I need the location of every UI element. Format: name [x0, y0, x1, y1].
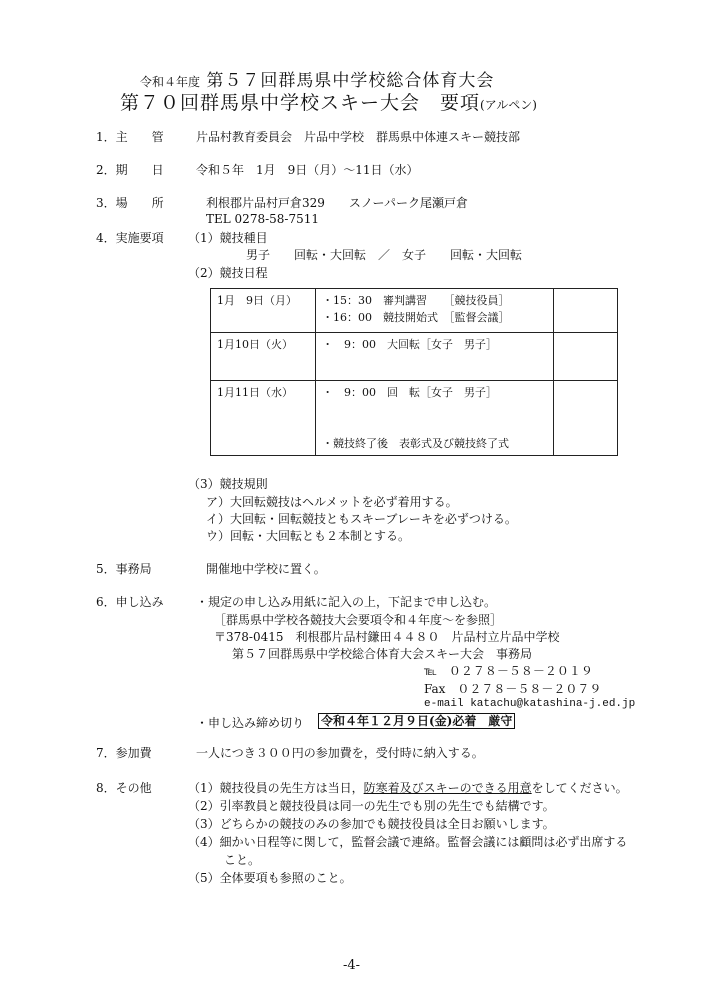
deadline-box: 令和４年１２月９日(金)必着 厳守: [318, 713, 515, 729]
contact-tel: ℡ ０２７８－５８－２０１９: [424, 664, 593, 678]
schedule-event: [322, 401, 547, 418]
other-item-2: （2）引率教員と競技役員は同一の先生でも別の先生でも結構です。: [188, 799, 555, 813]
other-item-1: [188, 779, 628, 796]
section-6-line3: 〒378-0415 利根郡片品村鎌田４４８０ 片品村立片品中学校: [214, 630, 560, 644]
schedule-events: [316, 333, 554, 381]
section-4-sub1: （1）競技種目: [188, 231, 268, 245]
title-main-1: 第５７回群馬県中学校総合体育大会: [206, 71, 495, 91]
section-3-line1: 利根郡片品村戸倉329 スノーパーク尾瀬戸倉: [206, 196, 468, 210]
section-6-line4: 第５７回群馬県中学校総合体育大会スキー大会 事務局: [232, 647, 533, 661]
section-2-label: 2．期 日: [96, 163, 164, 177]
section-6-label: 6．申し込み: [96, 595, 164, 609]
schedule-event: [322, 418, 547, 435]
schedule-blank-cell: [553, 333, 617, 381]
rule-item: ウ）回転・大回転とも２本制とする。: [206, 529, 411, 543]
section-3-label: 3．場 所: [96, 196, 164, 210]
contact-email: e-mail katachu@katashina-j.ed.jp: [424, 698, 636, 710]
schedule-events: [316, 289, 554, 333]
title-suffix: (アルペン): [480, 98, 537, 112]
section-3-line2: TEL 0278-58-7511: [206, 212, 320, 226]
section-4-label: 4．実施要項: [96, 231, 164, 245]
other-item-1-c: をしてください。: [531, 781, 628, 795]
other-item-4: （4）細かい日程等に関して，監督会議で連絡。監督会議には顧問は必ず出席する: [188, 835, 628, 849]
other-item-1-underlined: 防寒着及びスキーのできる用意: [363, 781, 532, 795]
schedule-date: 1月11日（水）: [211, 381, 316, 456]
section-6-line1: ・規定の申し込み用紙に記入の上，下記まで申し込む。: [196, 595, 497, 609]
schedule-blank-cell: [553, 381, 617, 456]
rule-item: イ）大回転・回転競技ともスキーブレーキを必ずつける。: [206, 512, 517, 526]
schedule-event: ・15：30 審判講習 ［競技役員］: [322, 294, 510, 307]
schedule-blank-cell: [553, 289, 617, 333]
section-8-label: 8．その他: [96, 781, 152, 795]
schedule-date: 1月10日（火）: [211, 333, 316, 381]
section-6-line2: ［群馬県中学校各競技大会要項令和４年度～を参照］: [214, 613, 503, 627]
title-main-2: 第７０回群馬県中学校スキー大会 要項: [120, 92, 481, 114]
deadline-label: ・申し込み締め切り: [196, 716, 305, 730]
rule-item: ア）大回転競技はヘルメットを必ず着用する。: [206, 495, 458, 509]
table-row: [211, 381, 618, 456]
section-7-text: 一人につき３００円の参加費を，受付時に納入する。: [196, 746, 484, 760]
schedule-event: ・ 9：00 大回転［女子 男子］: [322, 338, 498, 351]
section-4-sub1-detail: 男子 回転・大回転 ／ 女子 回転・大回転: [246, 248, 523, 262]
schedule-event: ・ 9：00 回 転［女子 男子］: [322, 386, 498, 399]
schedule-events: [316, 381, 554, 456]
section-4-sub3: （3）競技規則: [188, 477, 268, 491]
page-number: -4-: [343, 958, 361, 973]
section-1-label: 1．主 管: [96, 130, 164, 144]
other-item-5: （5）全体要項も参照のこと。: [188, 871, 352, 885]
other-item-3: （3）どちらかの競技のみの参加でも競技役員は全日お願いします。: [188, 817, 555, 831]
table-row: [211, 289, 618, 333]
title-year: 令和４年度: [140, 75, 201, 89]
other-item-4-cont: こと。: [224, 853, 261, 867]
section-5-text: 開催地中学校に置く。: [206, 562, 326, 576]
section-1-text: 片品村教育委員会 片品中学校 群馬県中体連スキー競技部: [196, 130, 521, 144]
schedule-table: [210, 288, 618, 456]
contact-fax: Fax ０２７８－５８－２０７９: [424, 682, 602, 696]
title-line-2: [120, 88, 537, 115]
section-2-text: 令和５年 1月 9日（月）～11日（水）: [196, 163, 419, 177]
section-4-sub2: （2）競技日程: [188, 266, 268, 280]
table-row: [211, 333, 618, 381]
schedule-date: 1月 9日（月）: [211, 289, 316, 333]
section-5-label: 5．事務局: [96, 562, 152, 576]
section-7-label: 7．参加費: [96, 746, 152, 760]
schedule-event: ・16：00 競技開始式 ［監督会議］: [322, 311, 510, 324]
schedule-event: ・競技終了後 表彰式及び競技終了式: [322, 437, 510, 450]
other-item-1-a: （1）競技役員の先生方は当日，: [188, 781, 364, 795]
deadline-value: [318, 712, 515, 729]
